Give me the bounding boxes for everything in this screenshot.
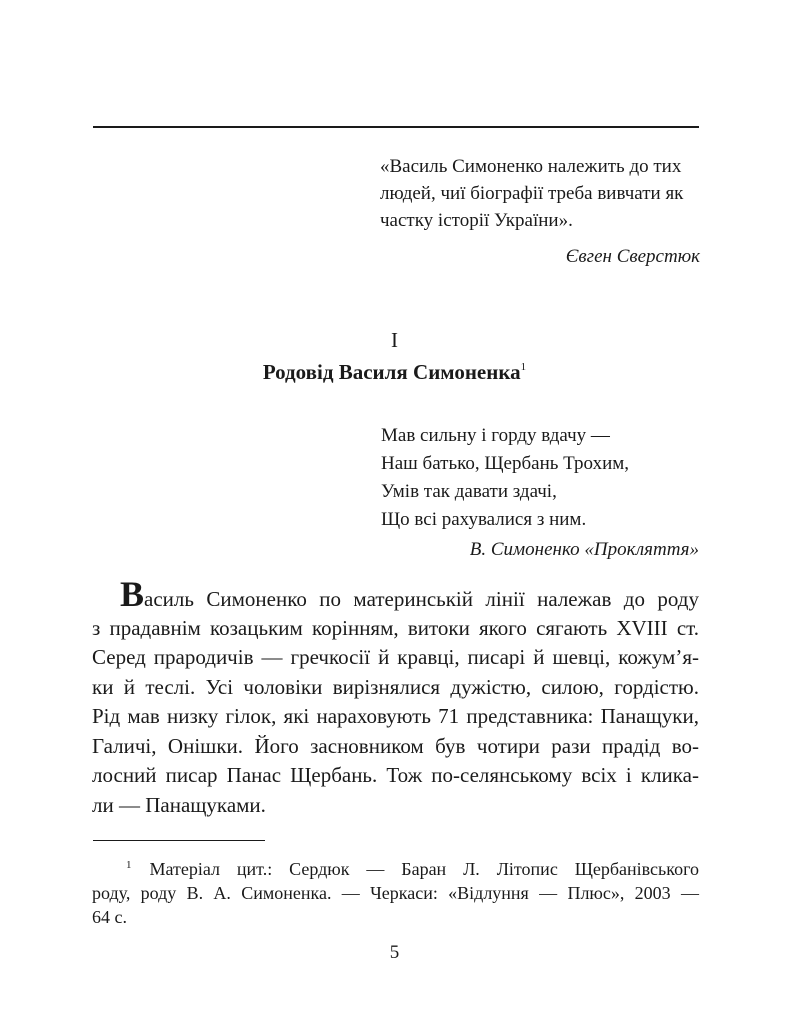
drop-cap: В	[120, 574, 145, 614]
epigraph-author: Євген Сверстюк	[565, 246, 700, 267]
poem-epigraph	[381, 422, 699, 564]
epigraph-line: людей, чиї біографії треба вивчати як	[380, 183, 684, 204]
paragraph-line	[92, 574, 699, 614]
paragraph-line: лосний писар Панас Щербань. Тож по-селянському всіх і клика-	[92, 763, 699, 787]
header-rule	[93, 126, 699, 128]
chapter-number: I	[391, 328, 398, 352]
footnote-line: роду, роду В. А. Симоненка. — Черкаси: «Відлуння — Плюс», 2003 —	[92, 883, 699, 903]
epigraph-line: частку історії України».	[380, 210, 573, 231]
footnote-marker: 1	[126, 859, 132, 871]
poem-attribution: В. Симоненко «Прокляття»	[469, 539, 699, 560]
epigraph-line: «Василь Симоненко належить до тих	[380, 156, 682, 177]
footnote-line-text: Матеріал цит.: Сердюк — Баран Л. Літопис Щербанівського	[149, 859, 699, 879]
poem-line: Наш батько, Щербань Трохим,	[381, 453, 630, 474]
paragraph-line-text: асиль Симоненко по материнській лінії належав до роду	[144, 587, 699, 611]
footnote-line: 64 с.	[92, 907, 127, 927]
footnote-line	[92, 853, 699, 881]
paragraph-line: ки й теслі. Усі чоловіки вирізнялися дужістю, силою, гордістю.	[92, 674, 699, 699]
footnote-rule	[93, 840, 265, 841]
footnote	[92, 853, 699, 929]
poem-line: Умів так давати здачі,	[381, 481, 557, 502]
poem-line: Що всі рахувалися з ним.	[381, 509, 587, 530]
epigraph	[380, 153, 700, 270]
chapter-title-text: Родовід Василя Симоненка	[262, 360, 521, 384]
paragraph-line: ли — Панащуками.	[92, 792, 266, 817]
page-number: 5	[389, 942, 400, 963]
body-paragraph	[92, 574, 699, 820]
poem-line: Мав сильну і горду вдачу —	[381, 425, 610, 446]
footnote-reference[interactable]: 1	[520, 361, 527, 373]
paragraph-line: з прадавнім козацьким корінням, витоки якого сягають XVIII ст.	[92, 615, 699, 640]
chapter-title	[0, 352, 789, 387]
paragraph-line: Рід мав низку гілок, які нараховують 71 представника: Панащуки,	[92, 704, 699, 728]
paragraph-line: Галичі, Онішки. Його засновником був чотири рази прадід во-	[92, 733, 699, 758]
paragraph-line: Серед прародичів — гречкосії й кравці, писарі й шевці, кожум’я-	[92, 645, 699, 669]
